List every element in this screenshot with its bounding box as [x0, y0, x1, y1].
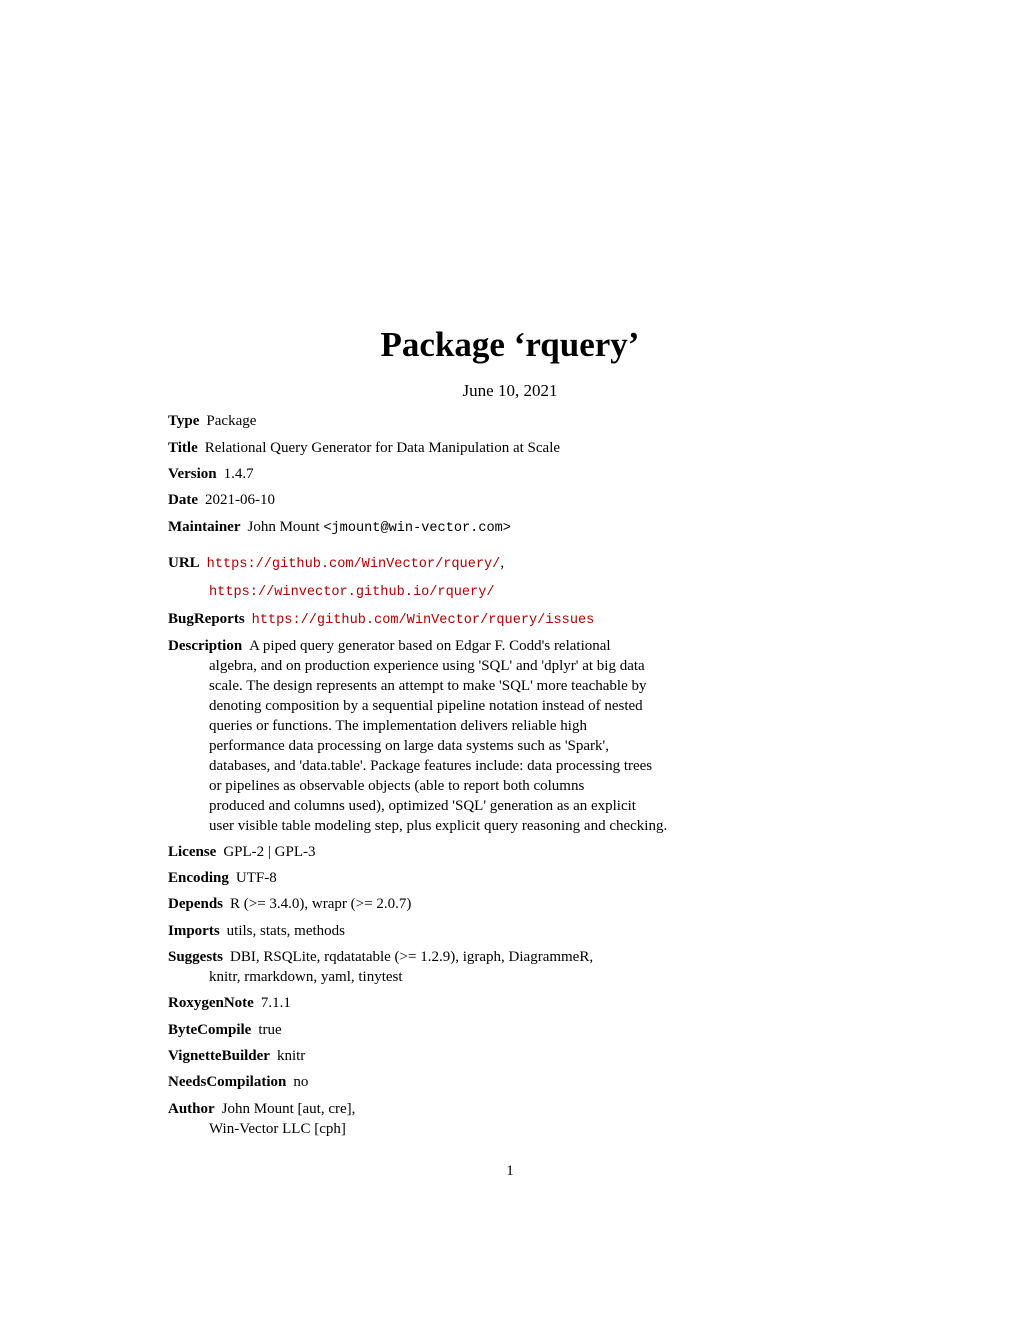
field-imports: [168, 921, 758, 941]
field-imports-label: Imports: [168, 923, 220, 939]
field-type: [168, 411, 758, 431]
description-line: algebra, and on production experience using 'SQL' and 'dplyr' at big data: [209, 658, 645, 674]
maintainer-name: John Mount: [247, 519, 320, 535]
field-roxygennote-label: RoxygenNote: [168, 995, 254, 1011]
description-line: performance data processing on large data systems such as 'Spark',: [209, 738, 610, 754]
page-date: June 10, 2021: [462, 381, 558, 400]
field-description-label: Description: [168, 638, 243, 654]
field-url-label: URL: [168, 555, 200, 571]
field-suggests-value-cont: knitr, rmarkdown, yaml, tinytest: [209, 969, 403, 985]
field-type-label: Type: [168, 413, 200, 429]
field-needscompilation: [168, 1072, 758, 1092]
description-line: denoting composition by a sequential pipeline notation instead of nested: [209, 698, 643, 714]
field-roxygennote: [168, 993, 758, 1013]
field-encoding-value: UTF-8: [235, 870, 277, 886]
field-needscompilation-label: NeedsCompilation: [168, 1074, 287, 1090]
page-title: Package ‘rquery’: [380, 325, 640, 364]
field-maintainer: [168, 517, 758, 539]
field-license-value: GPL-2 | GPL-3: [223, 844, 316, 860]
description-line: databases, and 'data.table'. Package features include: data processing trees: [209, 758, 653, 774]
description-line: produced and columns used), optimized 'SQL' generation as an explicit: [209, 798, 636, 814]
field-vignettebuilder-value: knitr: [276, 1048, 306, 1064]
field-license: [168, 842, 758, 862]
field-date: [168, 490, 758, 510]
field-roxygennote-value: 7.1.1: [260, 995, 291, 1011]
description-line: user visible table modeling step, plus explicit query reasoning and checking.: [209, 818, 668, 834]
field-vignettebuilder-label: VignetteBuilder: [168, 1048, 270, 1064]
field-type-value: Package: [206, 413, 257, 429]
field-bytecompile-label: ByteCompile: [168, 1022, 252, 1038]
field-bytecompile-value: true: [258, 1022, 282, 1038]
field-title-value: Relational Query Generator for Data Manipulation at Scale: [204, 440, 561, 456]
field-vignettebuilder: [168, 1046, 758, 1066]
field-url: [168, 550, 758, 606]
field-suggests-label: Suggests: [168, 949, 224, 965]
description-line: A piped query generator based on Edgar F. Codd's relational: [249, 638, 611, 654]
maintainer-email: <jmount@win-vector.com>: [323, 521, 511, 536]
field-author-label: Author: [168, 1101, 215, 1117]
field-date-value: 2021-06-10: [205, 492, 275, 508]
field-license-label: License: [168, 844, 217, 860]
url-separator: ,: [500, 555, 505, 571]
field-depends-value: R (>= 3.4.0), wrapr (>= 2.0.7): [230, 896, 412, 912]
field-description: [168, 636, 758, 836]
description-line: scale. The design represents an attempt to make 'SQL' more teachable by: [209, 678, 647, 694]
field-title: [168, 438, 758, 458]
field-date-label: Date: [168, 492, 198, 508]
field-suggests: [168, 947, 758, 987]
field-author-value-cont: Win-Vector LLC [cph]: [209, 1121, 346, 1137]
bugreports-link[interactable]: https://github.com/WinVector/rquery/issues: [251, 613, 595, 628]
field-bytecompile: [168, 1020, 758, 1040]
url-link-github[interactable]: https://github.com/WinVector/rquery/: [206, 557, 501, 572]
field-version: [168, 464, 758, 484]
field-imports-value: utils, stats, methods: [226, 923, 346, 939]
field-author-value: John Mount [aut, cre],: [221, 1101, 356, 1117]
field-encoding: [168, 868, 758, 888]
url-link-pages[interactable]: https://winvector.github.io/rquery/: [209, 585, 495, 600]
field-depends-label: Depends: [168, 896, 224, 912]
field-suggests-value: DBI, RSQLite, rqdatatable (>= 1.2.9), igraph, DiagrammeR,: [230, 949, 594, 965]
field-version-label: Version: [168, 466, 217, 482]
field-needscompilation-value: no: [293, 1074, 309, 1090]
field-bugreports-label: BugReports: [168, 611, 245, 627]
field-maintainer-label: Maintainer: [168, 519, 241, 535]
field-encoding-label: Encoding: [168, 870, 229, 886]
field-bugreports: [168, 609, 758, 631]
page-number: 1: [506, 1163, 514, 1179]
field-title-label: Title: [168, 440, 198, 456]
description-line: or pipelines as observable objects (able to report both columns: [209, 778, 585, 794]
field-depends: [168, 894, 758, 914]
field-author: [168, 1099, 758, 1139]
description-line: queries or functions. The implementation delivers reliable high: [209, 718, 587, 734]
field-version-value: 1.4.7: [223, 466, 254, 482]
